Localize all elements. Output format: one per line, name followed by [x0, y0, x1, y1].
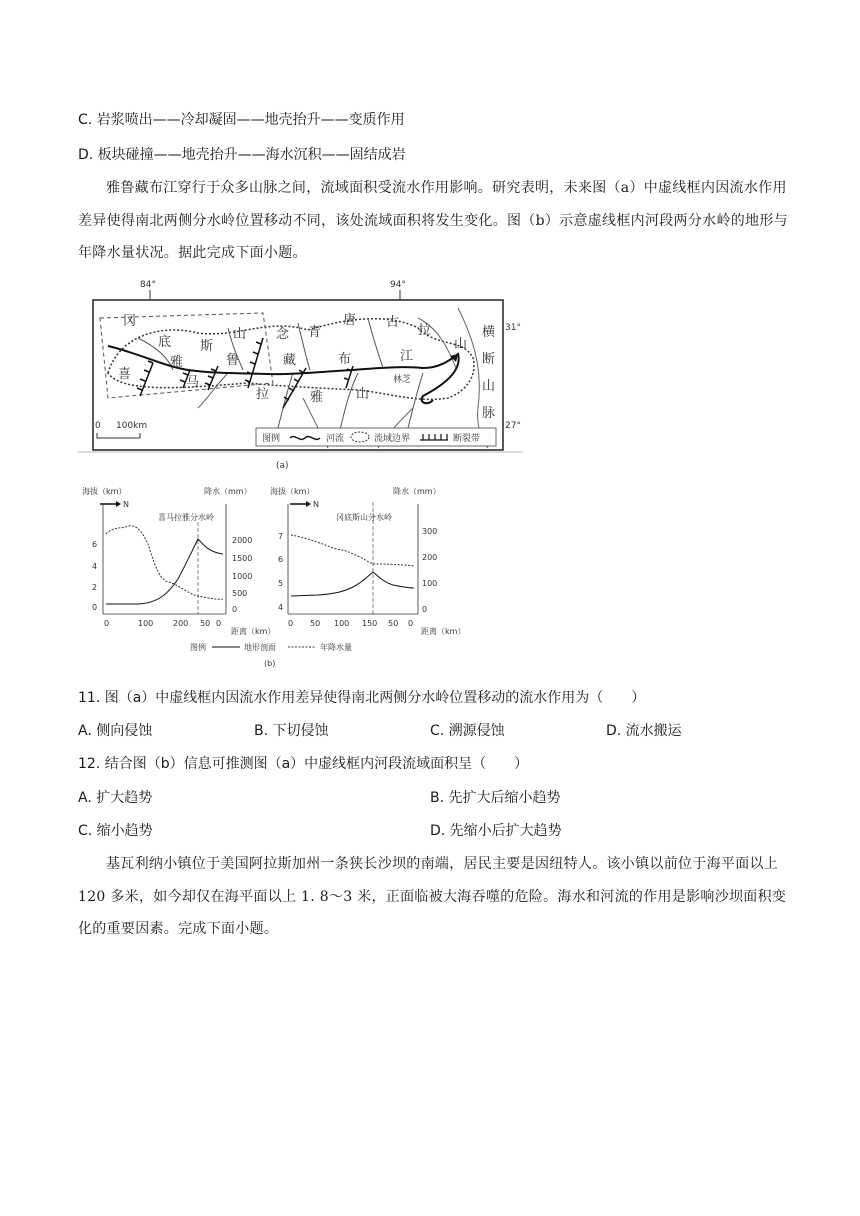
scale-zero: 0: [95, 421, 101, 431]
right-ylabel-right: 降水（mm）: [393, 487, 441, 496]
q12-option-b[interactable]: B. 先扩大后缩小趋势: [430, 790, 561, 806]
option-c-previous: C. 岩浆喷出——冷却凝固——地壳抬升——变质作用: [78, 112, 405, 128]
map-frame: [93, 300, 503, 450]
right-terrain-line: [291, 572, 414, 596]
label-duan: 断: [482, 352, 496, 367]
left-rtick-1000: 1000: [232, 572, 253, 581]
label-ya2: 雅: [310, 390, 324, 405]
left-xtick-end: 0: [216, 619, 222, 628]
profile-legend-title: 图例: [190, 643, 206, 652]
label-gang: 冈: [123, 314, 137, 329]
scale-km: 100km: [116, 421, 148, 431]
profile-legend-rain: 年降水量: [320, 643, 352, 652]
right-xtick-150: 150: [362, 619, 378, 628]
left-rtick-2000: 2000: [232, 536, 253, 545]
label-shan1: 山: [233, 327, 247, 342]
legend-title: 图例: [262, 434, 281, 444]
right-tick-7: 7: [278, 532, 284, 541]
left-rtick-0: 0: [232, 605, 238, 614]
left-rain-line: [106, 526, 223, 600]
right-xtick-50b: 50: [388, 619, 399, 628]
question-12: 12. 结合图（b）信息可推测图（a）中虚线框内河段流域面积呈（ ）: [78, 756, 529, 772]
label-qing: 青: [308, 325, 322, 340]
right-xtick-100: 100: [334, 619, 350, 628]
label-jiang: 江: [400, 349, 414, 364]
label-nian: 念: [276, 327, 290, 342]
label-ma: 马: [186, 375, 200, 390]
q11-option-c[interactable]: C. 溯源侵蚀: [430, 723, 505, 739]
label-zang: 藏: [283, 353, 297, 368]
q12-option-d[interactable]: D. 先缩小后扩大趋势: [430, 823, 562, 839]
lat-label-31: 31°: [505, 323, 521, 333]
label-bu: 布: [338, 352, 352, 367]
right-rtick-100: 100: [422, 579, 438, 588]
q12-option-c[interactable]: C. 缩小趋势: [78, 823, 153, 839]
left-rtick-500: 500: [232, 589, 248, 598]
right-tick-6: 6: [278, 555, 284, 564]
left-ylabel: 海拔（km）: [82, 487, 127, 496]
right-xtick-0: 0: [288, 619, 294, 628]
right-ylabel: 海拔（km）: [270, 487, 315, 496]
left-xtick-0: 0: [104, 619, 110, 628]
label-ya: 雅: [170, 355, 184, 370]
label-la1: 拉: [418, 323, 432, 338]
right-rtick-200: 200: [422, 553, 438, 562]
label-di: 底: [158, 335, 172, 350]
figure-b-profiles: [78, 484, 466, 670]
legend-basin: 流域边界: [374, 434, 411, 444]
right-rain-line: [291, 535, 414, 566]
left-tick-0: 0: [92, 603, 98, 612]
label-la2: 拉: [256, 387, 270, 402]
right-xtick-50: 50: [310, 619, 321, 628]
left-terrain-line: [106, 539, 223, 604]
left-divide-label: 喜马拉雅分水岭: [158, 513, 214, 522]
right-north: N: [313, 500, 319, 509]
right-xlabel: 距离（km）: [421, 627, 466, 636]
question-11: 11. 图（a）中虚线框内因流水作用差异使得南北两侧分水岭位置移动的流水作用为（ ）: [78, 690, 646, 706]
profile-legend-terrain: 地形剖面: [244, 643, 276, 652]
right-rtick-0: 0: [422, 605, 428, 614]
q12-option-a[interactable]: A. 扩大趋势: [78, 790, 153, 806]
label-gu: 古: [386, 315, 400, 330]
left-xlabel: 距离（km）: [231, 627, 276, 636]
label-linzhi: 林芝: [393, 375, 412, 385]
lon-label-84: 84°: [140, 280, 156, 290]
left-xtick-200: 200: [173, 619, 189, 628]
left-xtick-50: 50: [200, 619, 211, 628]
left-xtick-100: 100: [138, 619, 154, 628]
right-tick-4: 4: [278, 603, 284, 612]
label-shan3: 山: [482, 379, 496, 394]
left-rtick-1500: 1500: [232, 554, 253, 563]
q11-option-a[interactable]: A. 侧向侵蚀: [78, 723, 153, 739]
label-lu: 鲁: [226, 353, 240, 368]
left-tick-6: 6: [92, 540, 98, 549]
right-xtick-end: 0: [408, 619, 414, 628]
figure-a-map: [78, 278, 528, 478]
right-divide-label: 冈底斯山分水岭: [336, 513, 392, 522]
right-rtick-300: 300: [422, 527, 438, 536]
q11-option-b[interactable]: B. 下切侵蚀: [254, 723, 329, 739]
q11-option-d[interactable]: D. 流水搬运: [606, 723, 682, 739]
option-d-previous: D. 板块碰撞——地壳抬升——海水沉积——固结成岩: [78, 147, 406, 163]
label-tang: 唐: [343, 313, 357, 328]
left-ylabel-right: 降水（mm）: [204, 487, 252, 496]
left-tick-2: 2: [92, 583, 98, 592]
label-shan4: 山: [356, 387, 370, 402]
left-north: N: [123, 500, 129, 509]
caption-b: (b): [264, 659, 276, 668]
label-shan2: 山: [454, 337, 468, 352]
lon-label-94: 94°: [390, 280, 406, 290]
passage-yarlung: 雅鲁藏布江穿行于众多山脉之间，流域面积受流水作用影响。研究表明，未来图（a）中虚线框内因流水作用差异使得南北两侧分水岭位置移动不同，该处流域面积将发生变化。图（b）示意虚线框内河段两分水岭的地形与年降水量状况。据此完成下面小题。: [78, 180, 788, 261]
label-xi: 喜: [118, 367, 132, 382]
caption-a: (a): [276, 461, 289, 471]
scale-bar: [97, 433, 140, 438]
label-mai: 脉: [482, 406, 496, 421]
label-heng: 横: [482, 325, 496, 340]
label-si: 斯: [200, 339, 214, 354]
legend-river: 河流: [326, 434, 345, 444]
passage-kivalina: 基瓦利纳小镇位于美国阿拉斯加州一条狭长沙坝的南端，居民主要是因纽特人。该小镇以前位于海平面以上 120 多米，如今却仅在海平面以上 1. 8～3 米，正面临被大海吞噬的危险。海水和河流的作用是影响沙坝面积变化的重要因素。完成下面小题。: [78, 856, 787, 937]
lat-label-27: 27°: [505, 421, 521, 431]
right-tick-5: 5: [278, 579, 284, 588]
legend-fault: 断裂带: [453, 434, 481, 444]
left-tick-4: 4: [92, 562, 98, 571]
